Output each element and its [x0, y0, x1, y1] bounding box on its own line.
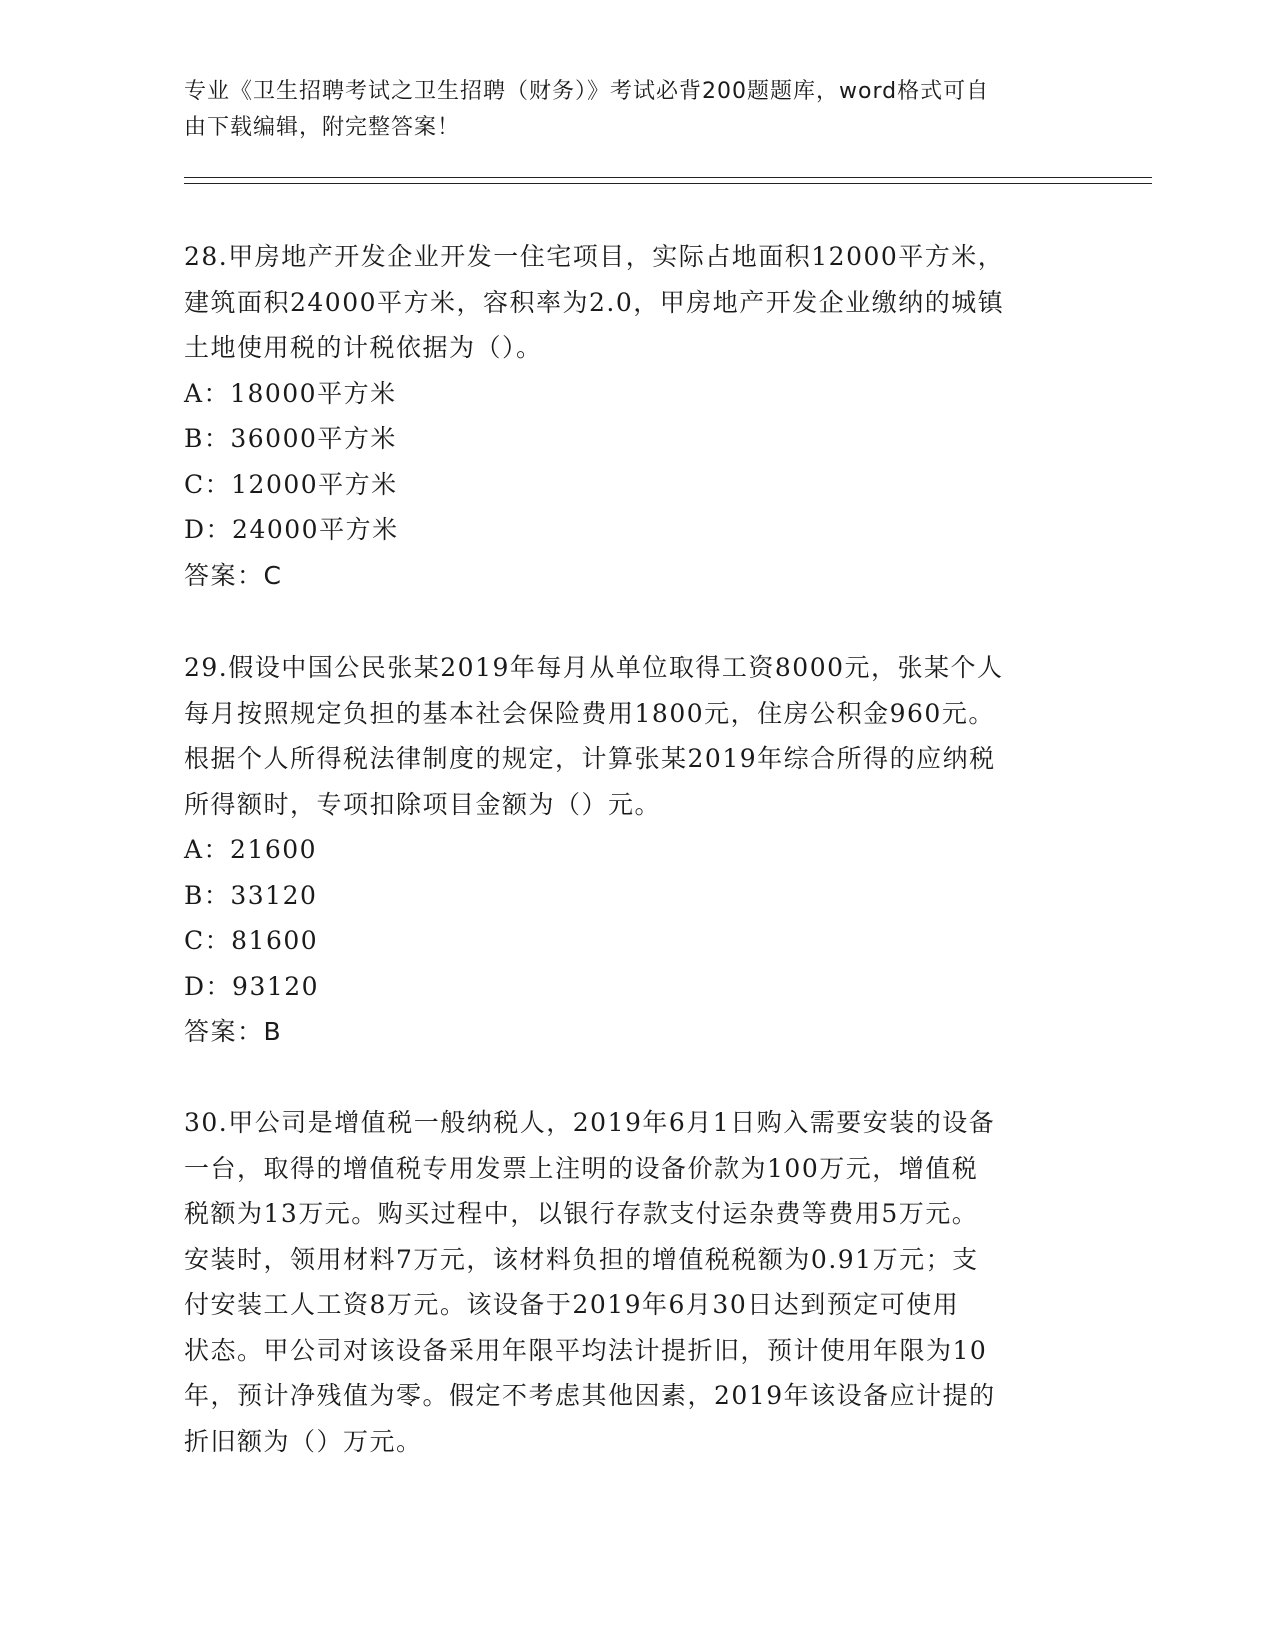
stem-line: 建筑面积24000平方米，容积率为2.0，甲房地产开发企业缴纳的城镇: [184, 287, 1005, 317]
stem-line: 安装时，领用材料7万元，该材料负担的增值税税额为0.91万元；支: [184, 1244, 979, 1274]
page-header: [184, 74, 1064, 146]
stem-line: 年，预计净残值为零。假定不考虑其他因素，2019年该设备应计提的: [184, 1381, 996, 1410]
option-d: D：93120: [184, 971, 320, 1001]
option-a: A：18000平方米: [184, 378, 397, 408]
stem-line: 28.甲房地产开发企业开发一住宅项目，实际占地面积12000平方米，: [184, 242, 1005, 271]
stem-line: 29.假设中国公民张某2019年每月从单位取得工资8000元，张某个人: [184, 653, 1004, 682]
stem-line: 一台，取得的增值税专用发票上注明的设备价款为100万元，增值税: [184, 1153, 979, 1183]
question-28: [184, 234, 1084, 598]
option-b: B：36000平方米: [184, 424, 397, 453]
option-a: A：21600: [184, 835, 318, 864]
stem-line: 30.甲公司是增值税一般纳税人，2019年6月1日购入需要安装的设备: [184, 1108, 996, 1137]
stem-line: 折旧额为（）万元。: [184, 1426, 423, 1456]
header-divider-bottom: [184, 183, 1152, 184]
question-29: [184, 645, 1084, 1055]
header-line-1: 专业《卫生招聘考试之卫生招聘（财务）》考试必背200题题库，word格式可自: [184, 79, 990, 104]
answer-line: 答案：C: [184, 560, 283, 590]
question-stem: [184, 645, 1084, 827]
stem-line: 付安装工人工资8万元。该设备于2019年6月30日达到预定可使用: [184, 1290, 960, 1319]
stem-line: 每月按照规定负担的基本社会保险费用1800元，住房公积金960元。: [184, 698, 995, 728]
header-line-2: 由下载编辑，附完整答案！: [184, 115, 461, 140]
stem-line: 土地使用税的计税依据为（）。: [184, 333, 543, 362]
header-divider-top: [184, 177, 1152, 178]
option-d: D：24000平方米: [184, 515, 399, 544]
option-b: B：33120: [184, 880, 318, 910]
question-30: [184, 1100, 1084, 1464]
question-stem: [184, 234, 1084, 371]
stem-line: 状态。甲公司对该设备采用年限平均法计提折旧，预计使用年限为10: [184, 1335, 988, 1365]
option-c: C：81600: [184, 926, 319, 955]
stem-line: 税额为13万元。购买过程中，以银行存款支付运杂费等费用5万元。: [184, 1199, 979, 1228]
answer-line: 答案：B: [184, 1017, 283, 1046]
stem-line: 根据个人所得税法律制度的规定，计算张某2019年综合所得的应纳税: [184, 744, 996, 773]
stem-line: 所得额时，专项扣除项目金额为（）元。: [184, 789, 662, 819]
question-stem: [184, 1100, 1084, 1464]
option-c: C：12000平方米: [184, 469, 398, 499]
